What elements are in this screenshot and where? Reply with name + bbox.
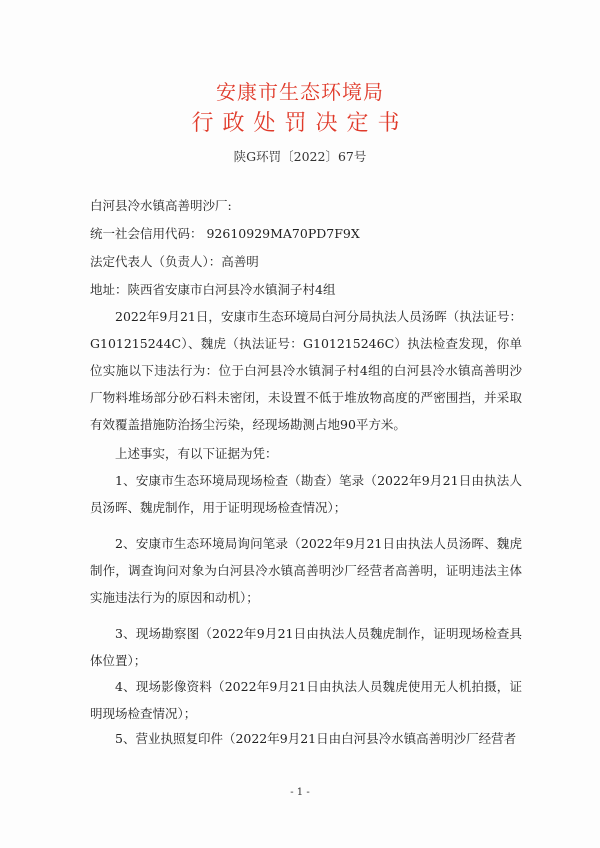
evidence-intro: 上述事实，有以下证据为凭： [115,446,278,461]
evidence-item-1: 1、安康市生态环境局现场检查（勘查）笔录（2022年9月21日由执法人员汤晖、魏虎制作，用于证明现场检查情况）； [90,473,522,515]
party-name: 白河县冷水镇高善明沙厂: [90,198,232,213]
violation-facts-paragraph: 2022年9月21日，安康市生态环境局白河分局执法人员汤晖（执法证号：G101215244C）、魏虎（执法证号：G101215246C）执法检查发现，你单位实施以下违法行为：位于白河县冷水镇洞子村4组的白河县冷水镇高善明沙厂物料堆场部分砂石料未密闭，未设置不低于堆放物高度的严密围挡，并采取有效覆盖措施防治扬尘污染，经现场勘测占地90平方米。 [90,309,522,432]
evidence-item-2: 2、安康市生态环境局询问笔录（2022年9月21日由执法人员汤晖、魏虎制作，调查询问对象为白河县冷水镇高善明沙厂经营者高善明，证明违法主体实施违法行为的原因和动机）； [90,536,522,605]
evidence-item-3: 3、现场勘察图（2022年9月21日由执法人员魏虎制作，证明现场检查具体位置）； [90,626,522,668]
document-title: 行政处罚决定书 [191,111,409,136]
evidence-item-5: 5、营业执照复印件（2022年9月21日由白河县冷水镇高善明沙厂经营者 [115,731,517,746]
legal-representative: 法定代表人（负责人）：高善明 [90,254,259,269]
party-address: 地址：陕西省安康市白河县冷水镇洞子村4组 [90,282,336,297]
page-number: - 1 - [290,787,310,798]
document-number: 陕G环罚〔2022〕67号 [233,149,367,164]
issuing-agency-title: 安康市生态环境局 [216,80,384,104]
evidence-item-4: 4、现场影像资料（2022年9月21日由执法人员魏虎使用无人机拍摄，证明现场检查情况）； [90,679,522,721]
credit-code: 统一社会信用代码： 92610929MA70PD7F9X [90,226,360,241]
